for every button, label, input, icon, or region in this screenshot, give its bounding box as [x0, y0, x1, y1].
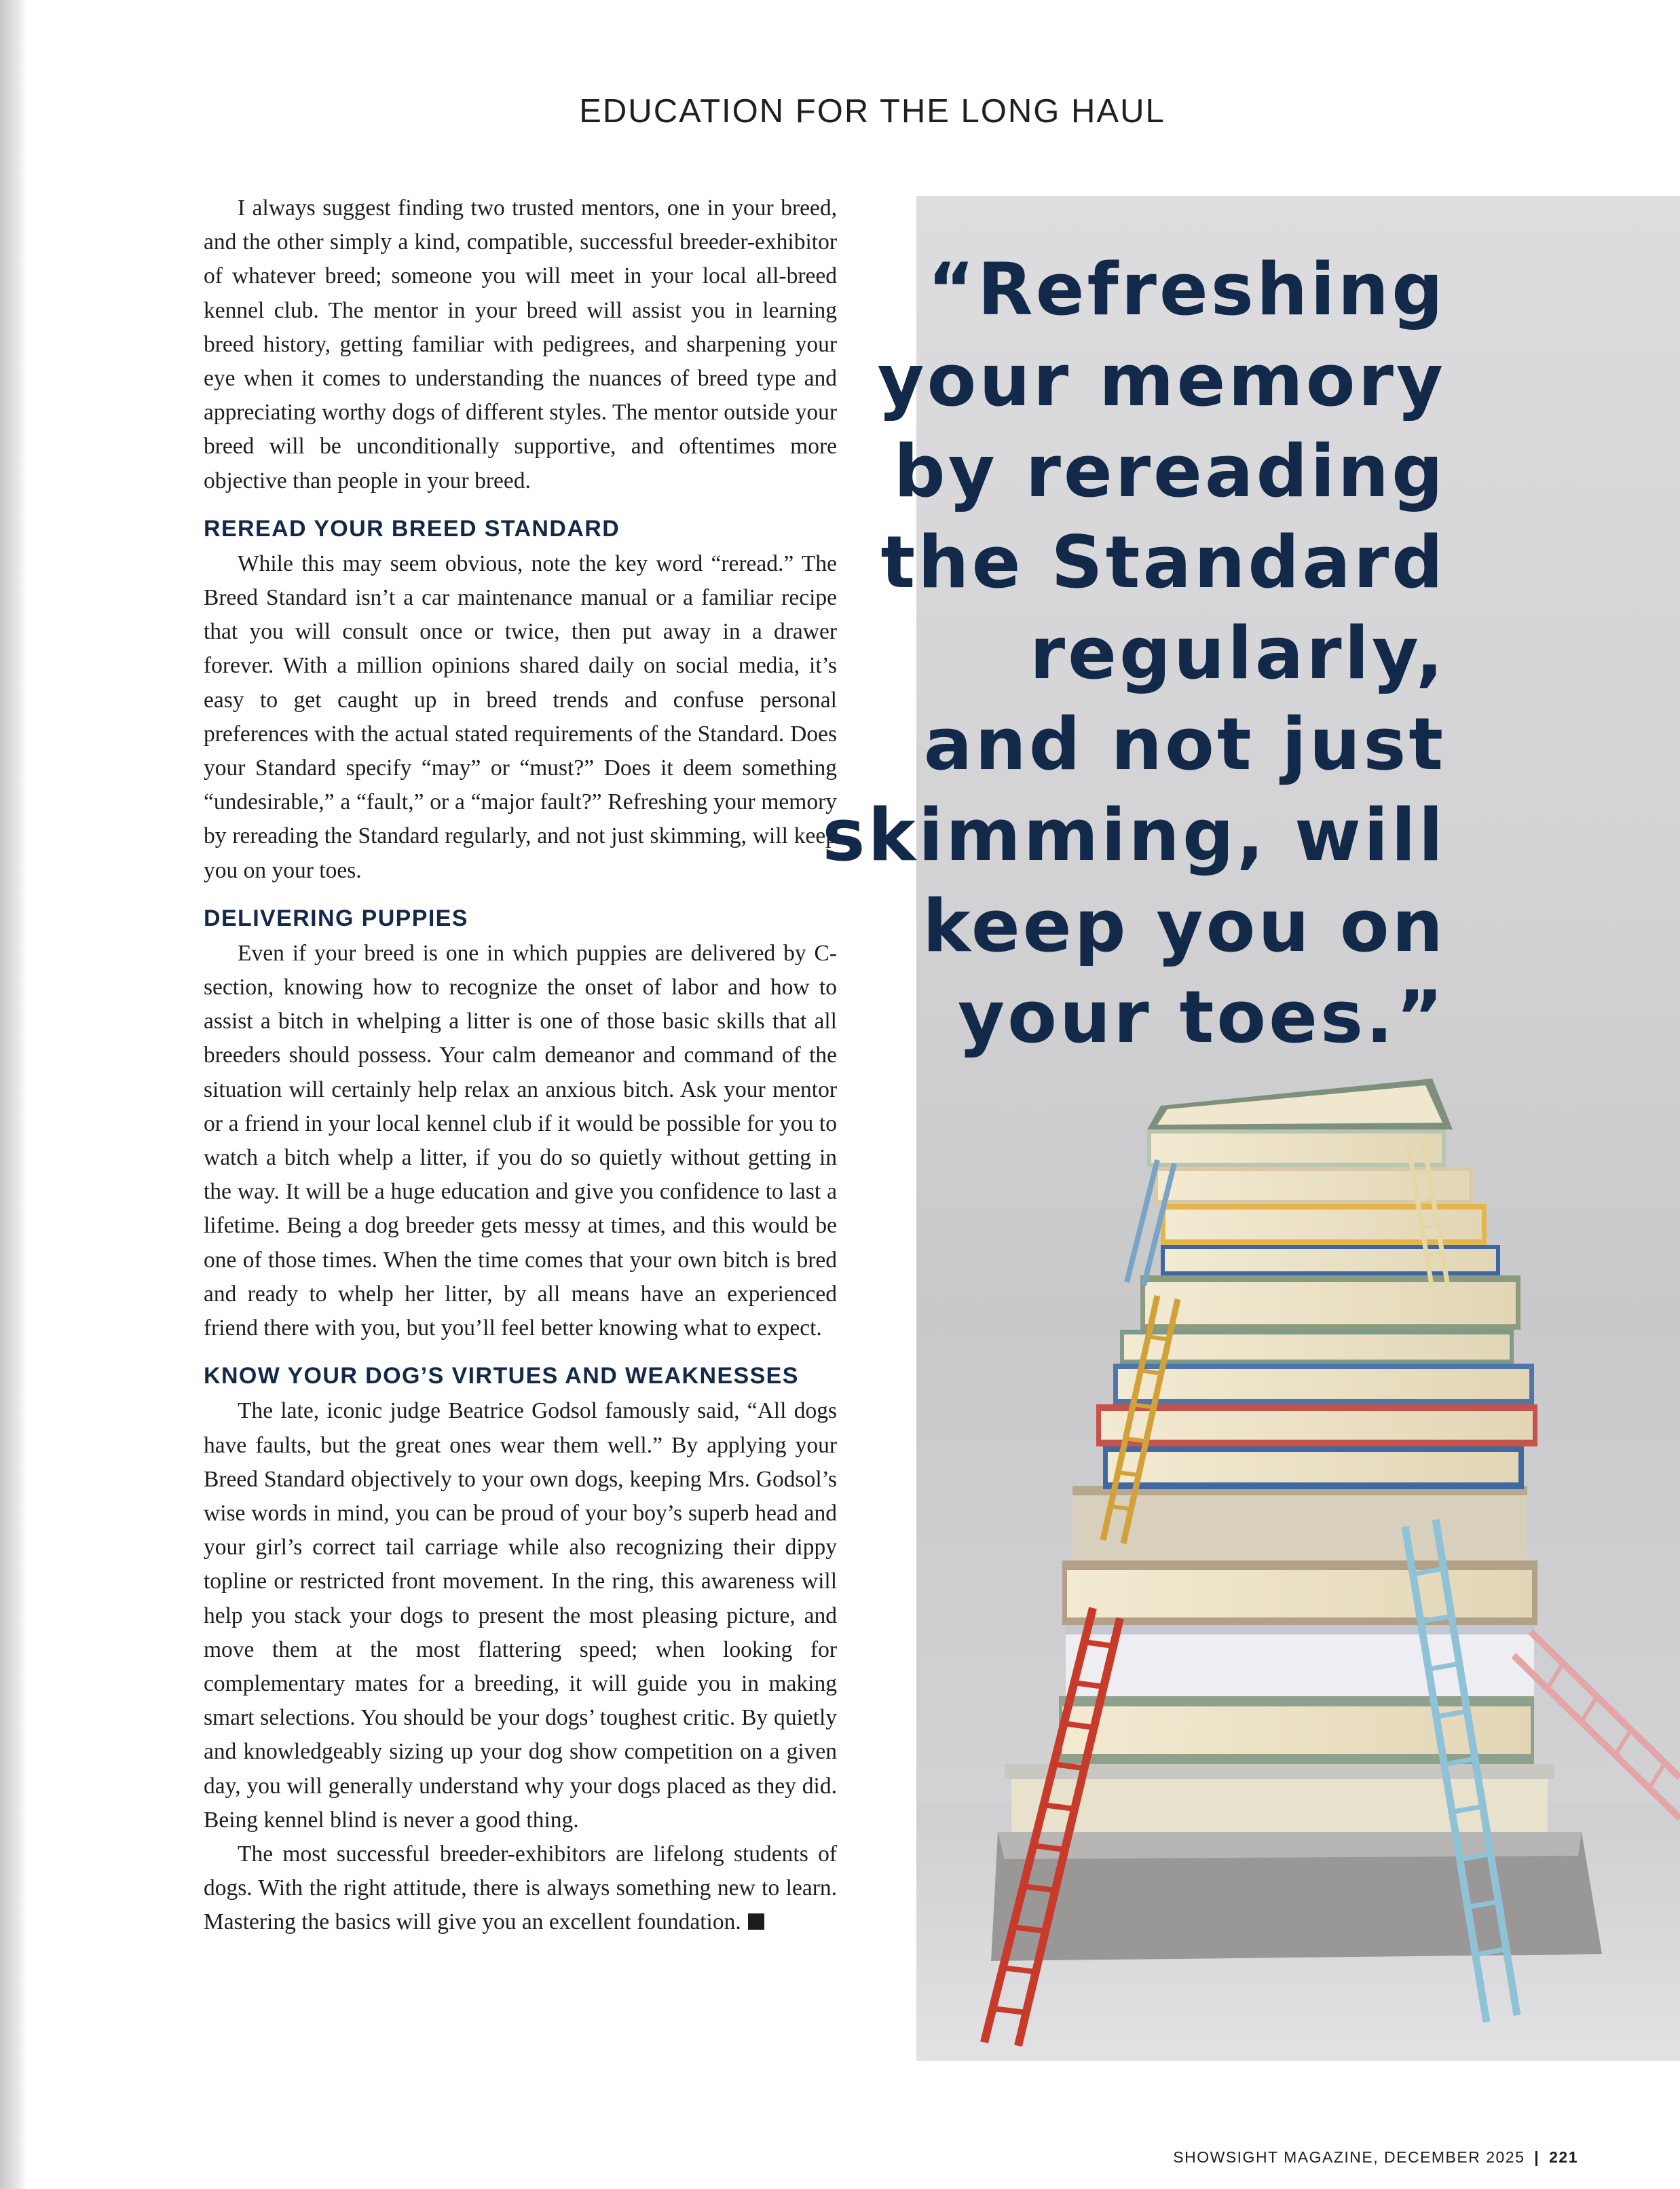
section-heading-puppies: DELIVERING PUPPIES [204, 905, 468, 931]
page-footer [1173, 2148, 1578, 2167]
section-heading-virtues: KNOW YOUR DOG’S VIRTUES AND WEAKNESSES [204, 1363, 799, 1389]
closing-paragraph-text: The most successful breeder-exhibitors are lifelong students of dogs. With the right attitude, there is always something new to learn. Mastering the basics will give you an excellent foundation. [204, 1841, 837, 1935]
pull-quote-line: “Refreshing [927, 248, 1446, 331]
publication-name: SHOWSIGHT MAGAZINE, DECEMBER 2025 [1173, 2148, 1525, 2166]
pull-quote-line: keep you on [922, 884, 1446, 968]
pull-quote-line: regularly, [1029, 612, 1446, 695]
book-stack [991, 1079, 1602, 1961]
pull-quote [767, 244, 1446, 1063]
pull-quote-line: skimming, will [822, 793, 1446, 877]
page-edge-shadow [0, 0, 27, 2189]
pull-quote-line: your memory [877, 339, 1446, 422]
section-paragraph: Even if your breed is one in which puppies are delivered by C-section, knowing how to recognize the onset of labor and how to assist a bitch in whelping a litter is one of those basic skills that all breeders should possess. Your calm demeanor and command of the situation will certainly help relax an anxious bitch. Ask your mentor or a friend in your local kennel club if it would be possible for you to watch a bitch whelp a litter, if you do so quietly without getting in the way. It will be a huge education and give you confidence to last a lifetime. Being a dog breeder gets messy at times, and this would be one of those times. When the time comes that your own bitch is bred and ready to whelp her litter, by all means have an experienced friend there with you, but you’ll feel better knowing what to expect. [204, 940, 837, 1341]
section-paragraph: While this may seem obvious, note the key word “reread.” The Breed Standard isn’t a car maintenance manual or a familiar recipe that you will consult once or twice, then put away in a drawer forever. With a million opinions shared daily on social media, it’s easy to get caught up in breed trends and confuse personal preferences with the actual stated requirements of the Standard. Does your Standard specify “may” or “must?” Does it deem something “undesirable,” a “fault,” or a “major fault?” Refreshing your memory by rereading the Standard regularly, and not just skimming, will keep you on your toes. [204, 550, 837, 883]
intro-paragraph: I always suggest finding two trusted mentors, one in your breed, and the other simply a kind, compatible, successful breeder-exhibitor of whatever breed; someone you will meet in your local all-breed kennel club. The mentor in your breed will assist you in learning breed history, getting familiar with pedigrees, and sharpening your eye when it comes to understanding the nuances of breed type and appreciating worthy dogs of different styles. The mentor outside your breed will be unconditionally supportive, and oftentimes more objective than people in your breed. [204, 195, 837, 493]
section-heading-reread: REREAD YOUR BREED STANDARD [204, 515, 620, 542]
article-body [204, 191, 837, 1940]
section-paragraph: The late, iconic judge Beatrice Godsol famously said, “All dogs have faults, but the great ones wear them well.” By applying your Breed Standard objectively to your own dogs, keeping Mrs. Godsol’s wise words in mind, you can be proud of your boy’s superb head and your girl’s correct tail carriage while also recognizing their dippy topline or restricted front movement. In the ring, this awareness will help you stack your dogs to present the most pleasing picture, and move them at the most flattering speed; when looking for complementary mates for a breeding, it will guide you in making smart selections. You should be your dogs’ toughest critic. By quietly and knowledgeably sizing up your dog show competition on a given day, you will generally understand why your dogs placed as they did. Being kennel blind is never a good thing. [204, 1398, 837, 1833]
pull-quote-line: your toes.” [958, 975, 1446, 1059]
page-number: 221 [1549, 2148, 1578, 2166]
closing-paragraph [204, 1837, 837, 1940]
footer-separator: | [1534, 2148, 1540, 2166]
running-head: EDUCATION FOR THE LONG HAUL [579, 93, 1165, 130]
pull-quote-line: by rereading [893, 430, 1446, 513]
pull-quote-line: the Standard [880, 521, 1446, 604]
end-of-article-mark [748, 1913, 764, 1930]
pull-quote-line: and not just [923, 703, 1446, 786]
